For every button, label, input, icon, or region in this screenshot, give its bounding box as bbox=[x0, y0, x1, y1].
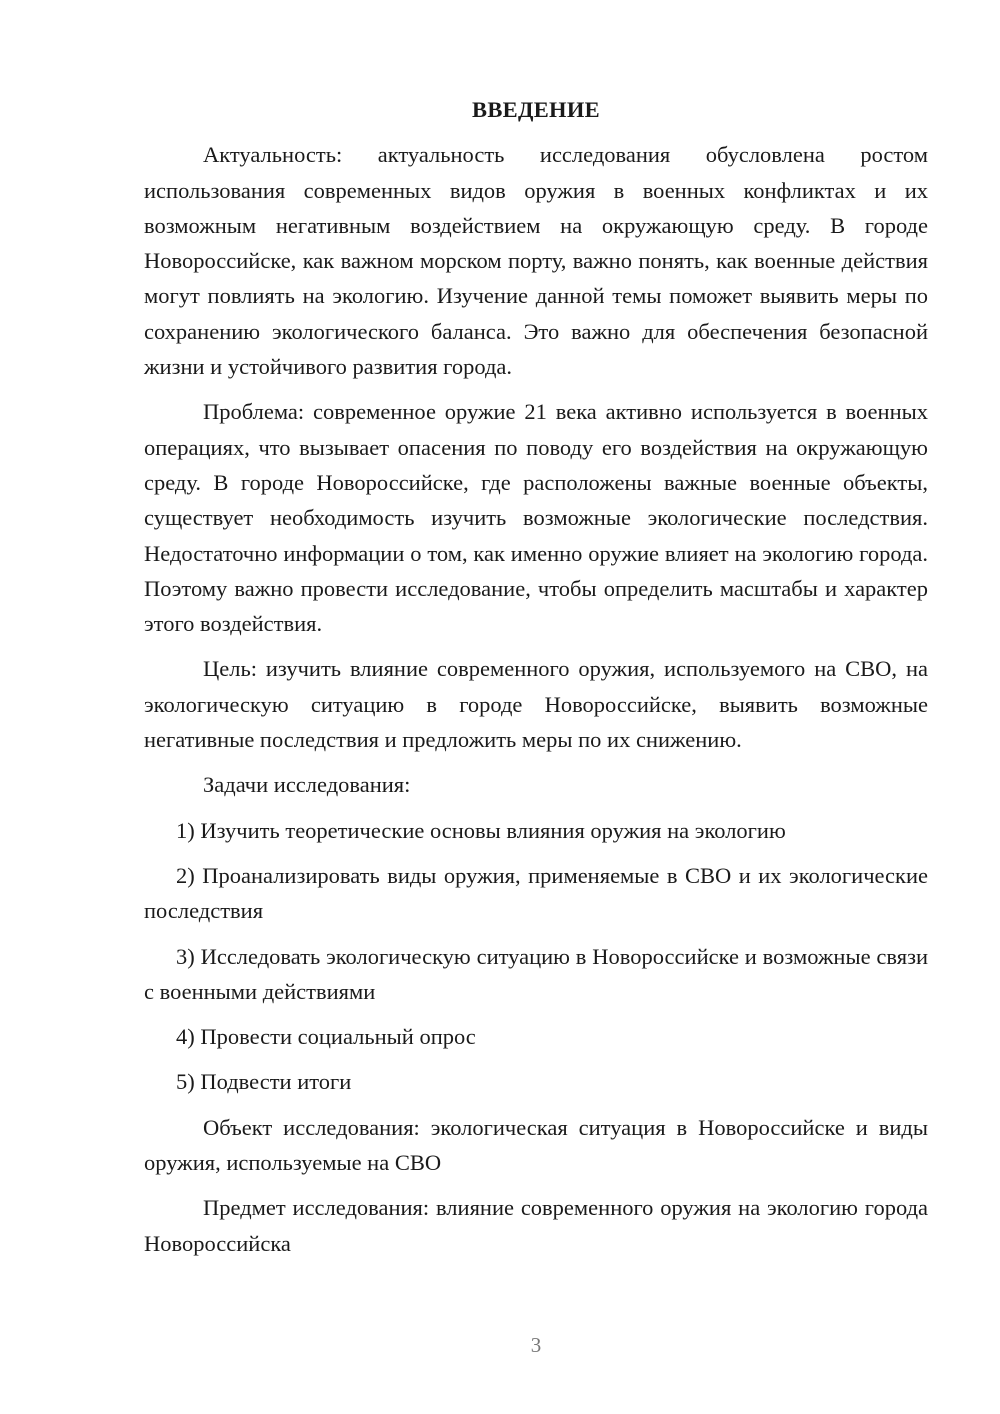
task-item: 5) Подвести итоги bbox=[176, 1069, 352, 1095]
page-number: 3 bbox=[530, 1333, 542, 1357]
subject-paragraph: Предмет исследования: влияние современного оружия на экологию города Новороссийска bbox=[144, 1195, 928, 1256]
document-page bbox=[144, 92, 928, 1271]
task-item: 3) Исследовать экологическую ситуацию в Новороссийске и возможные связи с военными действиями bbox=[144, 943, 928, 1004]
task-item: 4) Провести социальный опрос bbox=[176, 1024, 476, 1050]
page-title: ВВЕДЕНИЕ bbox=[472, 97, 600, 122]
relevance-paragraph: Актуальность: актуальность исследования обусловлена ростом использования современных видов оружия в военных конфликтах и их возможным негативным воздействием на окружающую среду. В городе Новороссийске, как важном морском порту, важно понять, как военные действия могут повлиять на экологию. Изучение данной темы поможет выявить меры по сохранению экологического баланса. Это важно для обеспечения безопасной жизни и устойчивого развития города. bbox=[144, 142, 928, 380]
problem-paragraph: Проблема: современное оружие 21 века активно используется в военных операциях, что вызывает опасения по поводу его воздействия на окружающую среду. В городе Новороссийске, где расположены важные военные объекты, существует необходимость изучить возможные экологические последствия. Недостаточно информации о том, как именно оружие влияет на экологию города. Поэтому важно провести исследование, чтобы определить масштабы и характер этого воздействия. bbox=[144, 399, 928, 637]
tasks-heading: Задачи исследования: bbox=[203, 772, 411, 798]
task-item: 2) Проанализировать виды оружия, применяемые в СВО и их экологические последствия bbox=[144, 862, 928, 924]
task-item: 1) Изучить теоретические основы влияния оружия на экологию bbox=[176, 817, 786, 843]
goal-paragraph: Цель: изучить влияние современного оружия, используемого на СВО, на экологическую ситуацию в городе Новороссийске, выявить возможные негативные последствия и предложить меры по их снижению. bbox=[144, 656, 928, 753]
object-paragraph: Объект исследования: экологическая ситуация в Новороссийске и виды оружия, используемые на СВО bbox=[144, 1114, 928, 1176]
